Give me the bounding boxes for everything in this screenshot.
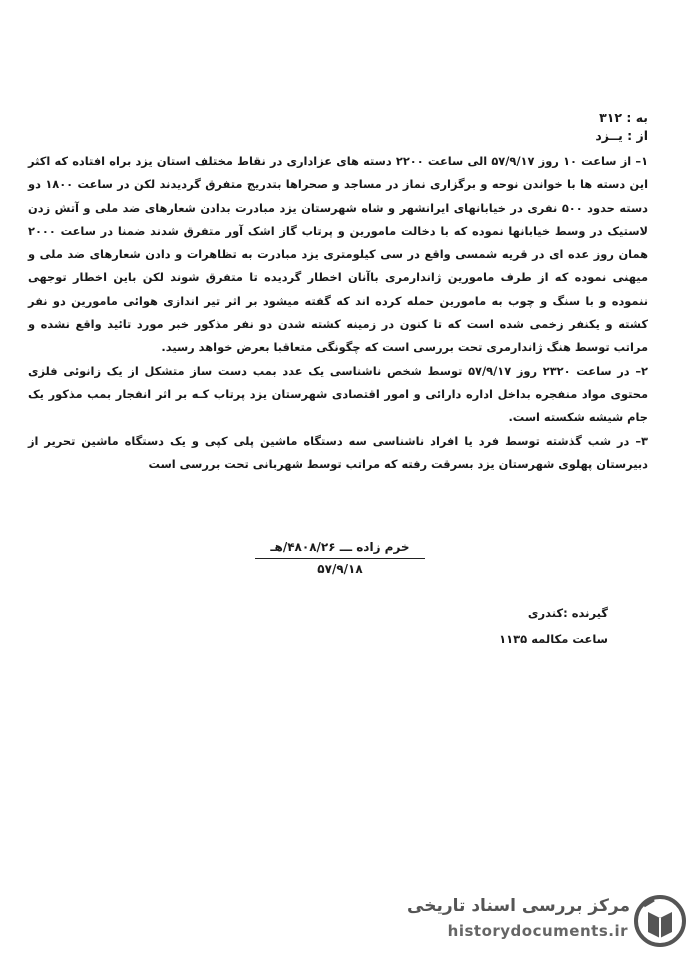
watermark-url: historydocuments.ir — [447, 922, 628, 940]
report-body — [28, 150, 648, 476]
watermark-title: مرکز بررسی اسناد تاریخی — [407, 896, 630, 916]
paragraph-2: ۲– در ساعت ۲۳۲۰ روز ۵۷/۹/۱۷ توسط شخص ناشناسی یک عدد بمب دست ساز متشکل از یک زانوئی فلزی محتوی مواد منفجره بداخل اداره دارائی و امور اقتصادی شهرستان یزد پرتاب کـه بر اثر انفجار بمب مذکور یک جام شیشه شکسته است. — [28, 363, 648, 425]
signature-divider — [255, 558, 425, 559]
paragraph-3: ۳– در شب گذشته توسط فرد یا افراد ناشناسی سه دستگاه ماشین پلی کپی و یک دستگاه ماشین تحریر از دبیرستان پهلوی شهرستان یزد بسرقت رفته که مراتب توسط شهربانی تحت بررسی است — [28, 433, 648, 471]
call-time-line: ساعت مکالمه ۱۱۳۵ — [499, 632, 608, 646]
book-emblem-icon — [634, 894, 686, 948]
signature-date: ۵۷/۹/۱۸ — [317, 562, 363, 576]
watermark — [407, 892, 690, 952]
signature-block — [240, 540, 440, 576]
sender-line: از : یــزد — [595, 128, 648, 143]
paragraph-1: ۱– از ساعت ۱۰ روز ۵۷/۹/۱۷ الی ساعت ۲۲۰۰ دسته های عزاداری در نقاط مختلف استان یزد براه افتاده که اکثر این دسته ها با خواندن نوحه و برگزاری نماز در مساجد و صحراها بتدریج متفرق گردیدند لکن در ساعت ۱۸۰۰ دو دسته حدود ۵۰۰ نفری در خیابانهای ایرانشهر و شاه شهرستان یزد مبادرت بدادن شعارهای ضد ملی و آتش زدن لاستیک در وسط خیابانها نموده که با دخالت مامورین و پرتاب گاز اشک آور متفرق شدند ضمنا در ساعت ۲۰۰۰ همان روز عده ای در قریه شمسی واقع در سی کیلومتری یزد مبادرت به تظاهرات و دادن شعارهای ضد ملی و میهنی نموده که از طرف مامورین ژاندارمری باآنان اخطار گردیده تا متفرق شوند لکن باین اخطار توجهی ننموده و با سنگ و چوب به مامورین حمله کرده اند که گفته میشود بر اثر تیر اندازی هوائی مامورین دو نفر کشته و یکنفر زخمی شده است که تا کنون در زمینه کشته شدن دو نفر مذکور خبر مورد تائید واقع نشده و مراتب توسط هنگ ژاندارمری تحت بررسی است که چگونگی متعاقبا بعرض خواهد رسید. — [28, 154, 649, 355]
signature-name: خرم زاده ـــ ۴۸۰۸/۲۶/هـ — [270, 540, 410, 554]
receiver-line: گیرنده :کندری — [527, 606, 608, 620]
recipient-line: به : ۳۱۲ — [599, 110, 648, 125]
